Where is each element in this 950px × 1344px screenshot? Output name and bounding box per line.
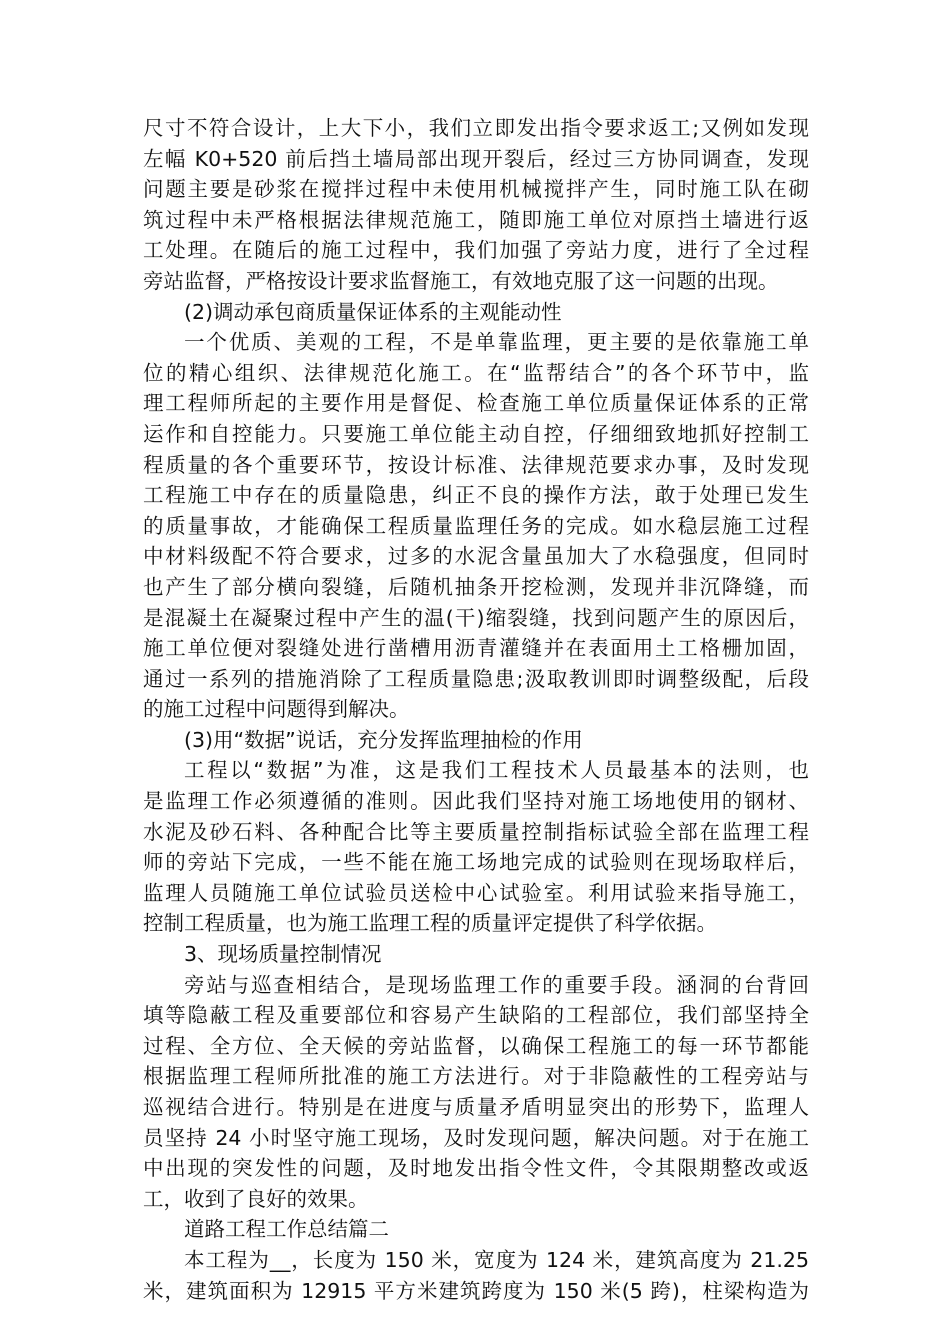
- text-line: 位的精心组织、法律规范化施工。在“监帮结合”的各个环节中，监: [143, 360, 809, 385]
- text-line: 尺寸不符合设计，上大下小，我们立即发出指令要求返工;又例如发现: [143, 116, 809, 140]
- text-line: 一个优质、美观的工程，不是单靠监理，更主要的是依靠施工单: [184, 330, 809, 355]
- text-line: 填等隐蔽工程及重要部位和容易产生缺陷的工程部位，我们部坚持全: [143, 1003, 809, 1028]
- text-line: 通过一系列的措施消除了工程质量隐患;汲取教训即时调整级配，后段: [143, 666, 809, 691]
- text-line: 中出现的突发性的问题，及时地发出指令性文件，令其限期整改或返: [143, 1156, 809, 1181]
- text-line: 的施工过程中问题得到解决。: [143, 697, 410, 722]
- text-line: 运作和自控能力。只要施工单位能主动自控，仔细细致地抓好控制工: [143, 421, 809, 446]
- text-line: 工程施工中存在的质量隐患，纠正不良的操作方法，敢于处理已发生: [143, 483, 809, 508]
- text-line: 本工程为__，长度为 150 米，宽度为 124 米，建筑高度为 21.25: [184, 1247, 809, 1272]
- text-line: 过程、全方位、全天候的旁站监督，以确保工程施工的每一环节都能: [143, 1033, 809, 1058]
- text-line: 左幅 K0+520 前后挡土墙局部出现开裂后，经过三方协同调查，发现: [143, 146, 809, 171]
- section-heading: 3、现场质量控制情况: [184, 942, 382, 967]
- text-line: 中材料级配不符合要求，过多的水泥含量虽加大了水稳强度，但同时: [143, 544, 809, 569]
- text-line: 旁站与巡查相结合，是现场监理工作的重要手段。涵洞的台背回: [184, 972, 809, 997]
- document-body: [143, 113, 809, 1306]
- text-line: 程质量的各个重要环节，按设计标准、法律规范要求办事，及时发现: [143, 452, 809, 477]
- text-line: 理工程师所起的主要作用是督促、检查施工单位质量保证体系的正常: [143, 391, 809, 416]
- text-line: 筑过程中未严格根据法律规范施工，随即施工单位对原挡土墙进行返: [143, 207, 809, 232]
- text-line: 控制工程质量，也为施工监理工程的质量评定提供了科学依据。: [143, 911, 717, 936]
- text-line: 工程以“数据”为准，这是我们工程技术人员最基本的法则，也: [184, 758, 809, 783]
- text-line: 巡视结合进行。特别是在进度与质量矛盾明显突出的形势下，监理人: [143, 1095, 809, 1119]
- section-heading: 道路工程工作总结篇二: [184, 1217, 389, 1242]
- section-heading: (3)用“数据”说话，充分发挥监理抽检的作用: [184, 727, 583, 752]
- text-line: 的质量事故，才能确保工程质量监理任务的完成。如水稳层施工过程: [143, 513, 809, 538]
- text-line: 施工单位便对裂缝处进行凿槽用沥青灌缝并在表面用土工格栅加固，: [143, 636, 809, 661]
- text-line: 问题主要是砂浆在搅拌过程中未使用机械搅拌产生，同时施工队在砌: [143, 177, 809, 202]
- text-line: 工处理。在随后的施工过程中，我们加强了旁站力度，进行了全过程: [143, 238, 809, 263]
- text-line: 监理人员随施工单位试验员送检中心试验室。利用试验来指导施工，: [143, 880, 809, 905]
- section-heading: (2)调动承包商质量保证体系的主观能动性: [184, 299, 562, 324]
- text-line: 也产生了部分横向裂缝，后随机抽条开挖检测，发现并非沉降缝，而: [143, 574, 809, 599]
- text-line: 水泥及砂石料、各种配合比等主要质量控制指标试验全部在监理工程: [143, 819, 809, 844]
- text-line: 旁站监督，严格按设计要求监督施工，有效地克服了这一问题的出现。: [143, 268, 779, 293]
- text-line: 工，收到了良好的效果。: [143, 1186, 369, 1211]
- text-line: 是监理工作必须遵循的准则。因此我们坚持对施工场地使用的钢材、: [143, 789, 809, 814]
- text-line: 米，建筑面积为 12915 平方米建筑跨度为 150 米(5 跨)，柱梁构造为: [143, 1278, 809, 1303]
- text-line: 是混凝土在凝聚过程中产生的温(干)缩裂缝，找到问题产生的原因后，: [143, 605, 809, 630]
- text-line: 师的旁站下完成，一些不能在施工场地完成的试验则在现场取样后，: [143, 850, 809, 875]
- text-line: 员坚持 24 小时坚守施工现场，及时发现问题，解决问题。对于在施工: [143, 1125, 809, 1150]
- text-line: 根据监理工程师所批准的施工方法进行。对于非隐蔽性的工程旁站与: [143, 1064, 809, 1089]
